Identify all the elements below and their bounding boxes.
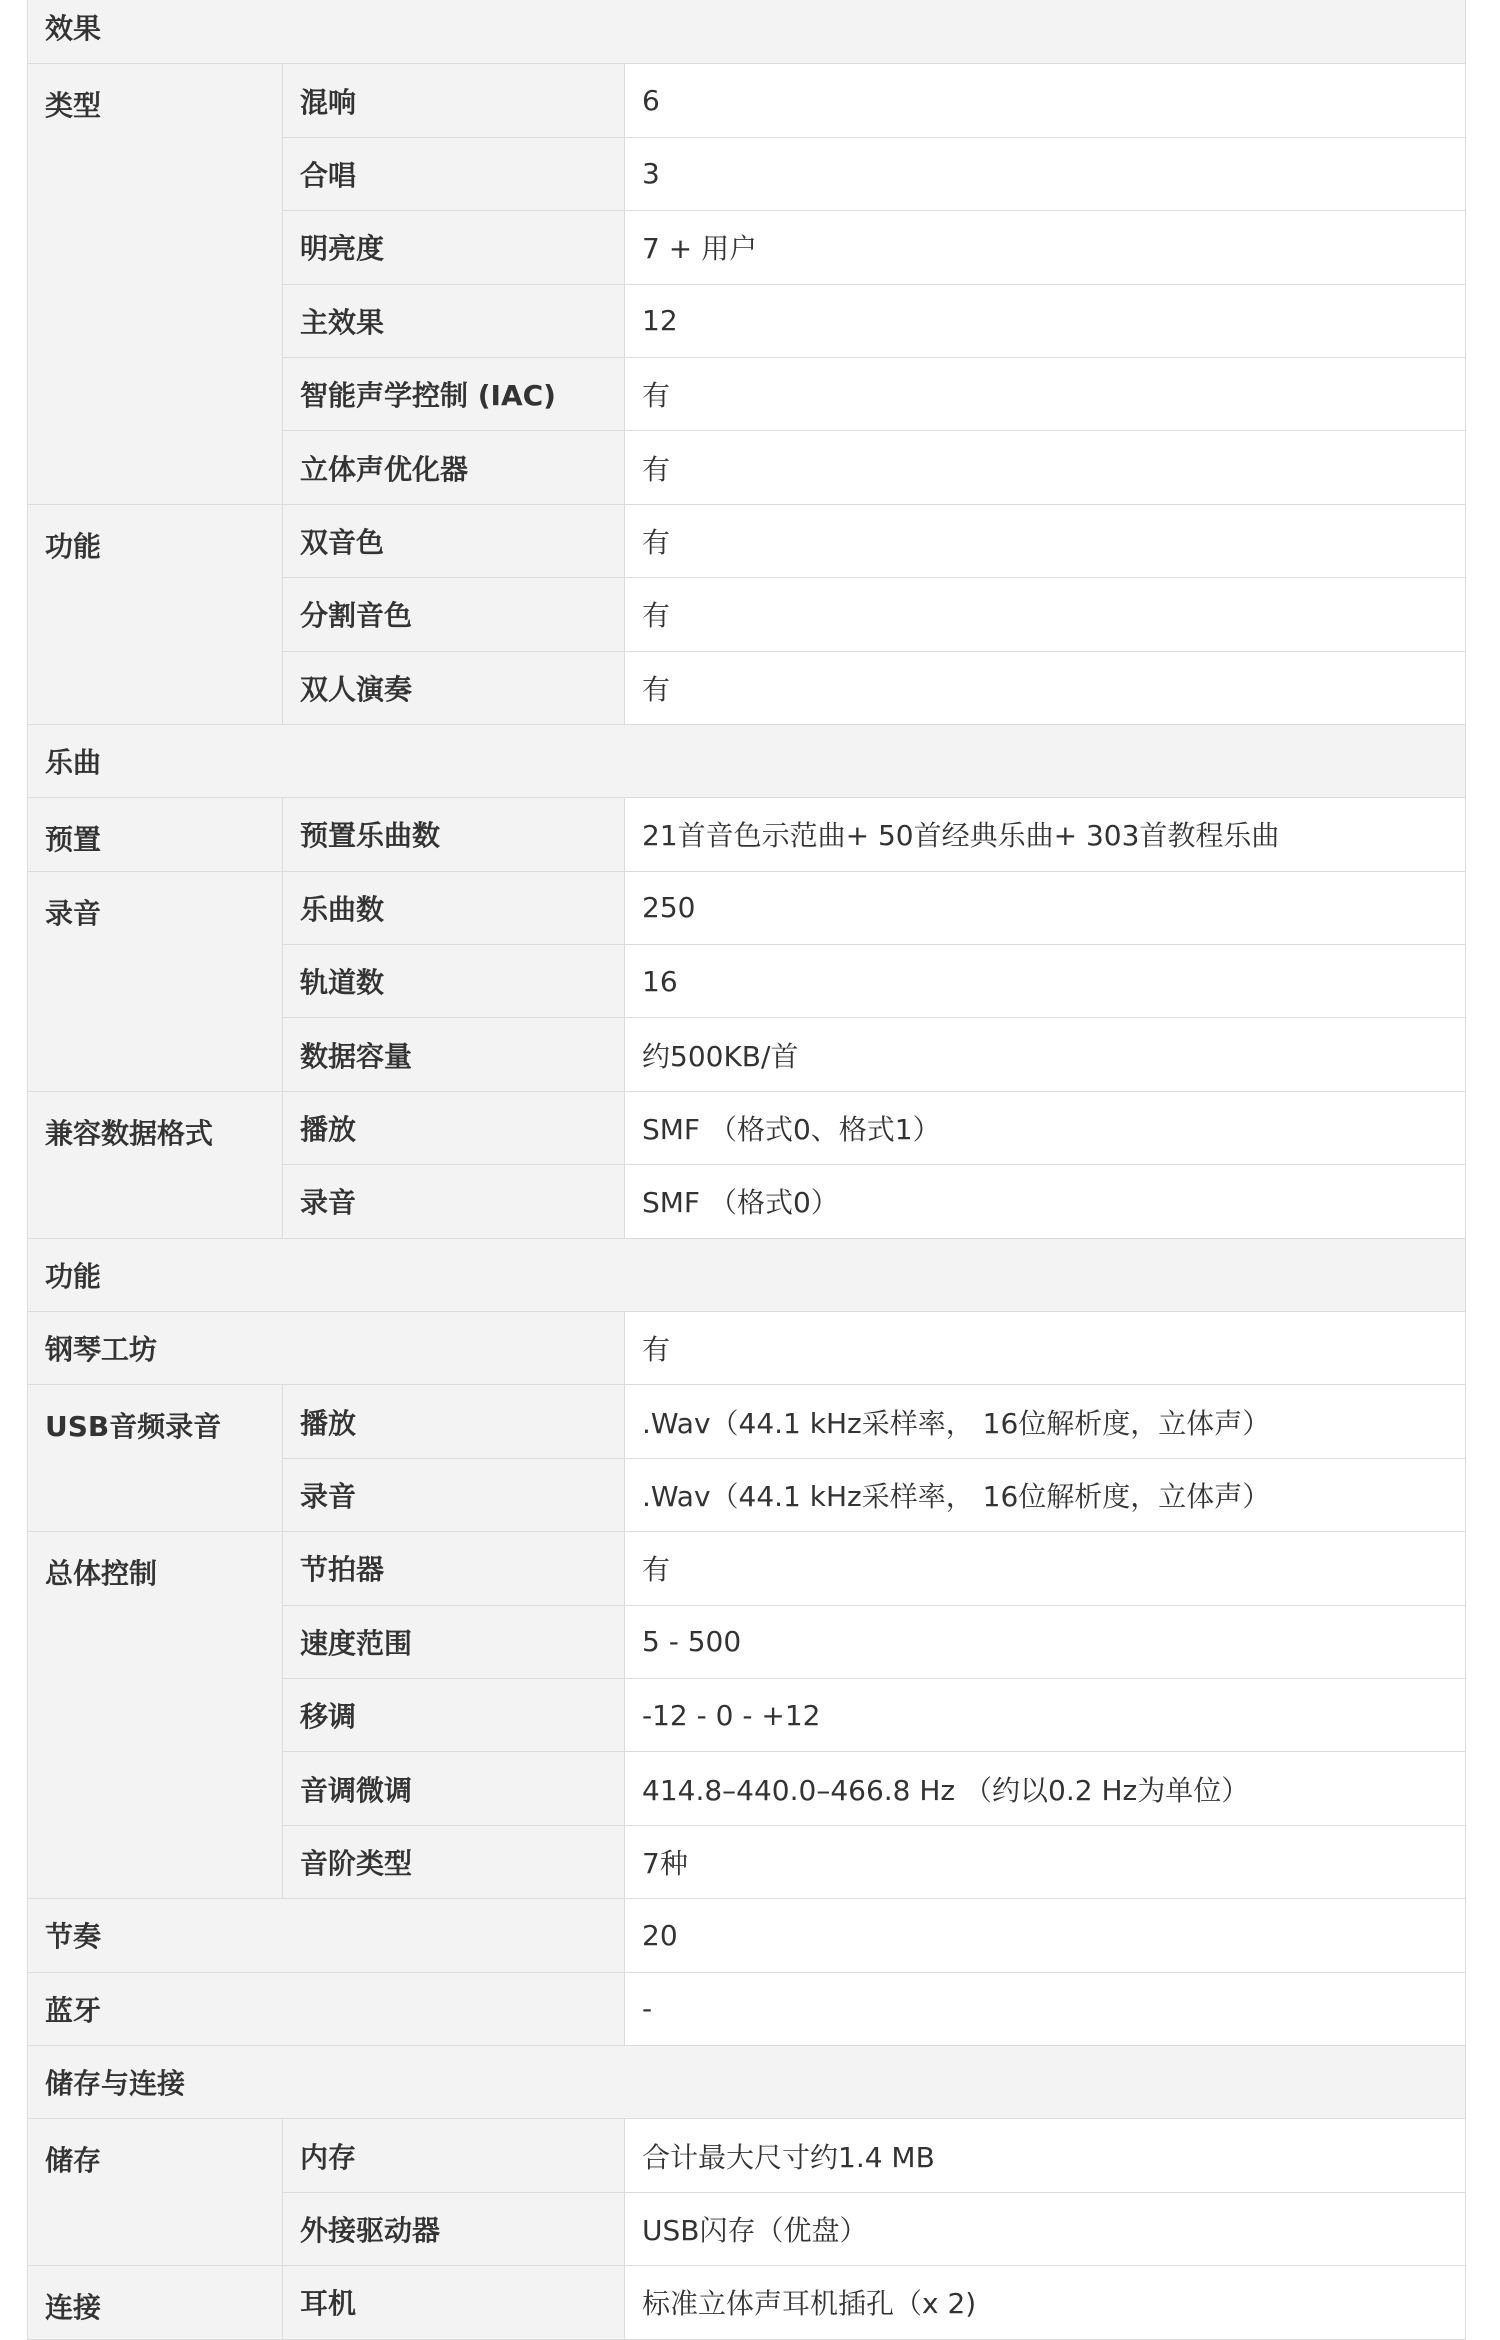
spec-name: 耳机 (283, 2266, 625, 2339)
spec-name: 录音 (283, 1458, 625, 1531)
group-label: 蓝牙 (28, 1972, 625, 2045)
spec-value: -12 - 0 - +12 (625, 1678, 1466, 1751)
section-title: 乐曲 (28, 724, 1466, 797)
group-label: USB音频录音 (28, 1385, 283, 1532)
spec-table (27, 0, 1466, 2340)
group-label: 兼容数据格式 (28, 1091, 283, 1238)
spec-row (28, 64, 1466, 137)
spec-name: 轨道数 (283, 945, 625, 1018)
spec-row (28, 2119, 1466, 2192)
spec-value: 7 + 用户 (625, 211, 1466, 284)
section-header-row (28, 0, 1466, 64)
spec-row (28, 2266, 1466, 2339)
group-label: 录音 (28, 871, 283, 1091)
spec-value: 标准立体声耳机插孔（x 2) (625, 2266, 1466, 2339)
section-header-row (28, 2045, 1466, 2118)
section-header-row (28, 724, 1466, 797)
spec-value: .Wav（44.1 kHz采样率， 16位解析度，立体声） (625, 1385, 1466, 1458)
spec-value: 有 (625, 1532, 1466, 1605)
spec-value: 12 (625, 284, 1466, 357)
spec-value: 有 (625, 504, 1466, 577)
spec-name: 节拍器 (283, 1532, 625, 1605)
spec-row (28, 871, 1466, 944)
spec-row (28, 1972, 1466, 2045)
spec-row (28, 1385, 1466, 1458)
spec-name: 双音色 (283, 504, 625, 577)
group-label: 预置 (28, 798, 283, 871)
spec-value: 有 (625, 431, 1466, 504)
spec-name: 预置乐曲数 (283, 798, 625, 871)
spec-name: 移调 (283, 1678, 625, 1751)
spec-name: 外接驱动器 (283, 2192, 625, 2265)
spec-name: 播放 (283, 1385, 625, 1458)
spec-row (28, 1532, 1466, 1605)
spec-name: 主效果 (283, 284, 625, 357)
group-label: 节奏 (28, 1899, 625, 1972)
spec-value: 合计最大尺寸约1.4 MB (625, 2119, 1466, 2192)
spec-value: 7种 (625, 1825, 1466, 1898)
spec-name: 音阶类型 (283, 1825, 625, 1898)
spec-value: 有 (625, 651, 1466, 724)
group-label: 连接 (28, 2266, 283, 2339)
spec-name: 音调微调 (283, 1752, 625, 1825)
spec-value: 414.8–440.0–466.8 Hz （约以0.2 Hz为单位） (625, 1752, 1466, 1825)
spec-value: 有 (625, 578, 1466, 651)
spec-value: 16 (625, 945, 1466, 1018)
spec-name: 双人演奏 (283, 651, 625, 724)
spec-value: USB闪存（优盘） (625, 2192, 1466, 2265)
spec-row (28, 1312, 1466, 1385)
group-label: 钢琴工坊 (28, 1312, 625, 1385)
spec-row (28, 1091, 1466, 1164)
spec-name: 立体声优化器 (283, 431, 625, 504)
spec-row (28, 504, 1466, 577)
spec-value: SMF （格式0、格式1） (625, 1091, 1466, 1164)
spec-name: 智能声学控制 (IAC) (283, 357, 625, 430)
spec-value: 约500KB/首 (625, 1018, 1466, 1091)
spec-name: 播放 (283, 1091, 625, 1164)
group-label: 类型 (28, 64, 283, 504)
spec-name: 乐曲数 (283, 871, 625, 944)
spec-value: .Wav（44.1 kHz采样率， 16位解析度，立体声） (625, 1458, 1466, 1531)
spec-name: 内存 (283, 2119, 625, 2192)
spec-name: 数据容量 (283, 1018, 625, 1091)
spec-value: 20 (625, 1899, 1466, 1972)
spec-value: - (625, 1972, 1466, 2045)
spec-name: 混响 (283, 64, 625, 137)
spec-name: 速度范围 (283, 1605, 625, 1678)
spec-name: 分割音色 (283, 578, 625, 651)
group-label: 功能 (28, 504, 283, 724)
group-label: 总体控制 (28, 1532, 283, 1899)
spec-row (28, 1899, 1466, 1972)
section-title: 储存与连接 (28, 2045, 1466, 2118)
spec-value: 5 - 500 (625, 1605, 1466, 1678)
spec-value: SMF （格式0） (625, 1165, 1466, 1238)
spec-value: 有 (625, 357, 1466, 430)
section-title: 功能 (28, 1238, 1466, 1311)
group-label: 储存 (28, 2119, 283, 2266)
spec-name: 合唱 (283, 137, 625, 210)
spec-row (28, 798, 1466, 871)
section-title: 效果 (28, 0, 1466, 64)
spec-value: 有 (625, 1312, 1466, 1385)
section-header-row (28, 1238, 1466, 1311)
spec-value: 3 (625, 137, 1466, 210)
spec-name: 录音 (283, 1165, 625, 1238)
spec-value: 21首音色示范曲+ 50首经典乐曲+ 303首教程乐曲 (625, 798, 1466, 871)
spec-value: 6 (625, 64, 1466, 137)
spec-value: 250 (625, 871, 1466, 944)
spec-name: 明亮度 (283, 211, 625, 284)
